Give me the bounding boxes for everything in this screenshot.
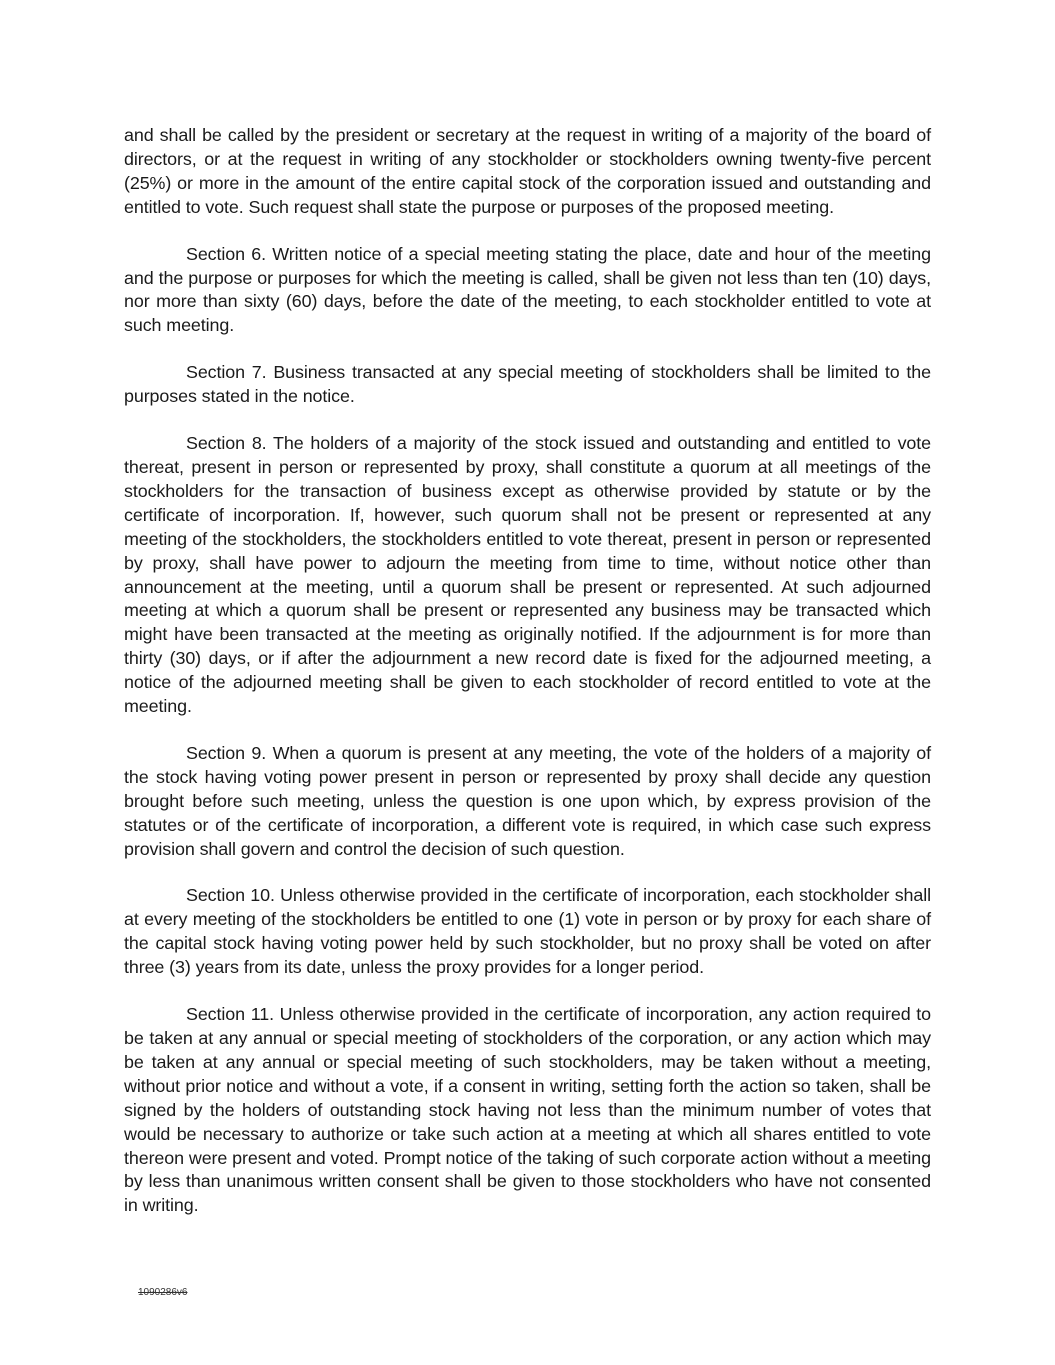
footer-document-id: 1090286v6 xyxy=(138,1287,188,1298)
paragraph-section-7: Section 7. Business transacted at any special meeting of stockholders shall be limited to the purposes stated in the notice. xyxy=(124,362,931,407)
paragraph-section-8: Section 8. The holders of a majority of the stock issued and outstanding and entitled to vote thereat, present in person or represented by proxy, shall constitute a quorum at all meetings of the stockholders for the transaction of business except as otherwise provided by statute or by the certificate of incorporation. If, however, such quorum shall not be present or represented at any meeting of the stockholders, the stockholders entitled to vote thereat, present in person or represented by proxy, shall have power to adjourn the meeting from time to time, without notice other than announcement at the meeting, until a quorum shall be present or represented. At such adjourned meeting at which a quorum shall be present or represented any business may be transacted which might have been transacted at the meeting as originally notified. If the adjournment is for more than thirty (30) days, or if after the adjournment a new record date is fixed for the adjourned meeting, a notice of the adjourned meeting shall be given to each stockholder of record entitled to vote at the meeting. xyxy=(124,433,931,717)
paragraph-continuation: and shall be called by the president or secretary at the request in writing of a majority of the board of directors, or at the request in writing of any stockholder or stockholders owning twenty-five percent (25%) or more in the amount of the entire capital stock of the corporation issued and outstanding and entitled to vote. Such request shall state the purpose or purposes of the proposed meeting. xyxy=(124,125,931,217)
paragraph-section-6: Section 6. Written notice of a special meeting stating the place, date and hour of the meeting and the purpose or purposes for which the meeting is called, shall be given not less than ten (10) days, nor more than sixty (60) days, before the date of the meeting, to each stockholder entitled to vote at such meeting. xyxy=(124,243,931,336)
paragraph-section-9: Section 9. When a quorum is present at any meeting, the vote of the holders of a majority of the stock having voting power present in person or represented by proxy shall decide any question brought before such meeting, unless the question is one upon which, by express provision of the statutes or of the certificate of incorporation, a different vote is required, in which case such express provision shall govern and control the decision of such question. xyxy=(124,742,931,859)
paragraph-section-11: Section 11. Unless otherwise provided in the certificate of incorporation, any action required to be taken at any annual or special meeting of stockholders of the corporation, or any action which may be taken at any annual or special meeting of such stockholders, may be taken without a meeting, without prior notice and without a vote, if a consent in writing, setting forth the action so taken, shall be signed by the holders of outstanding stock having not less than the minimum number of votes that would be necessary to authorize or take such action at a meeting at which all shares entitled to vote thereon were present and voted. Prompt notice of the taking of such corporate action without a meeting by less than unanimous written consent shall be given to those stockholders who have not consented in writing. xyxy=(124,1004,931,1216)
document-page xyxy=(124,124,931,1241)
paragraph-section-10: Section 10. Unless otherwise provided in the certificate of incorporation, each stockholder shall at every meeting of the stockholders be entitled to one (1) vote in person or by proxy for each share of the capital stock having voting power held by such stockholder, but no proxy shall be voted on after three (3) years from its date, unless the proxy provides for a longer period. xyxy=(124,885,931,978)
